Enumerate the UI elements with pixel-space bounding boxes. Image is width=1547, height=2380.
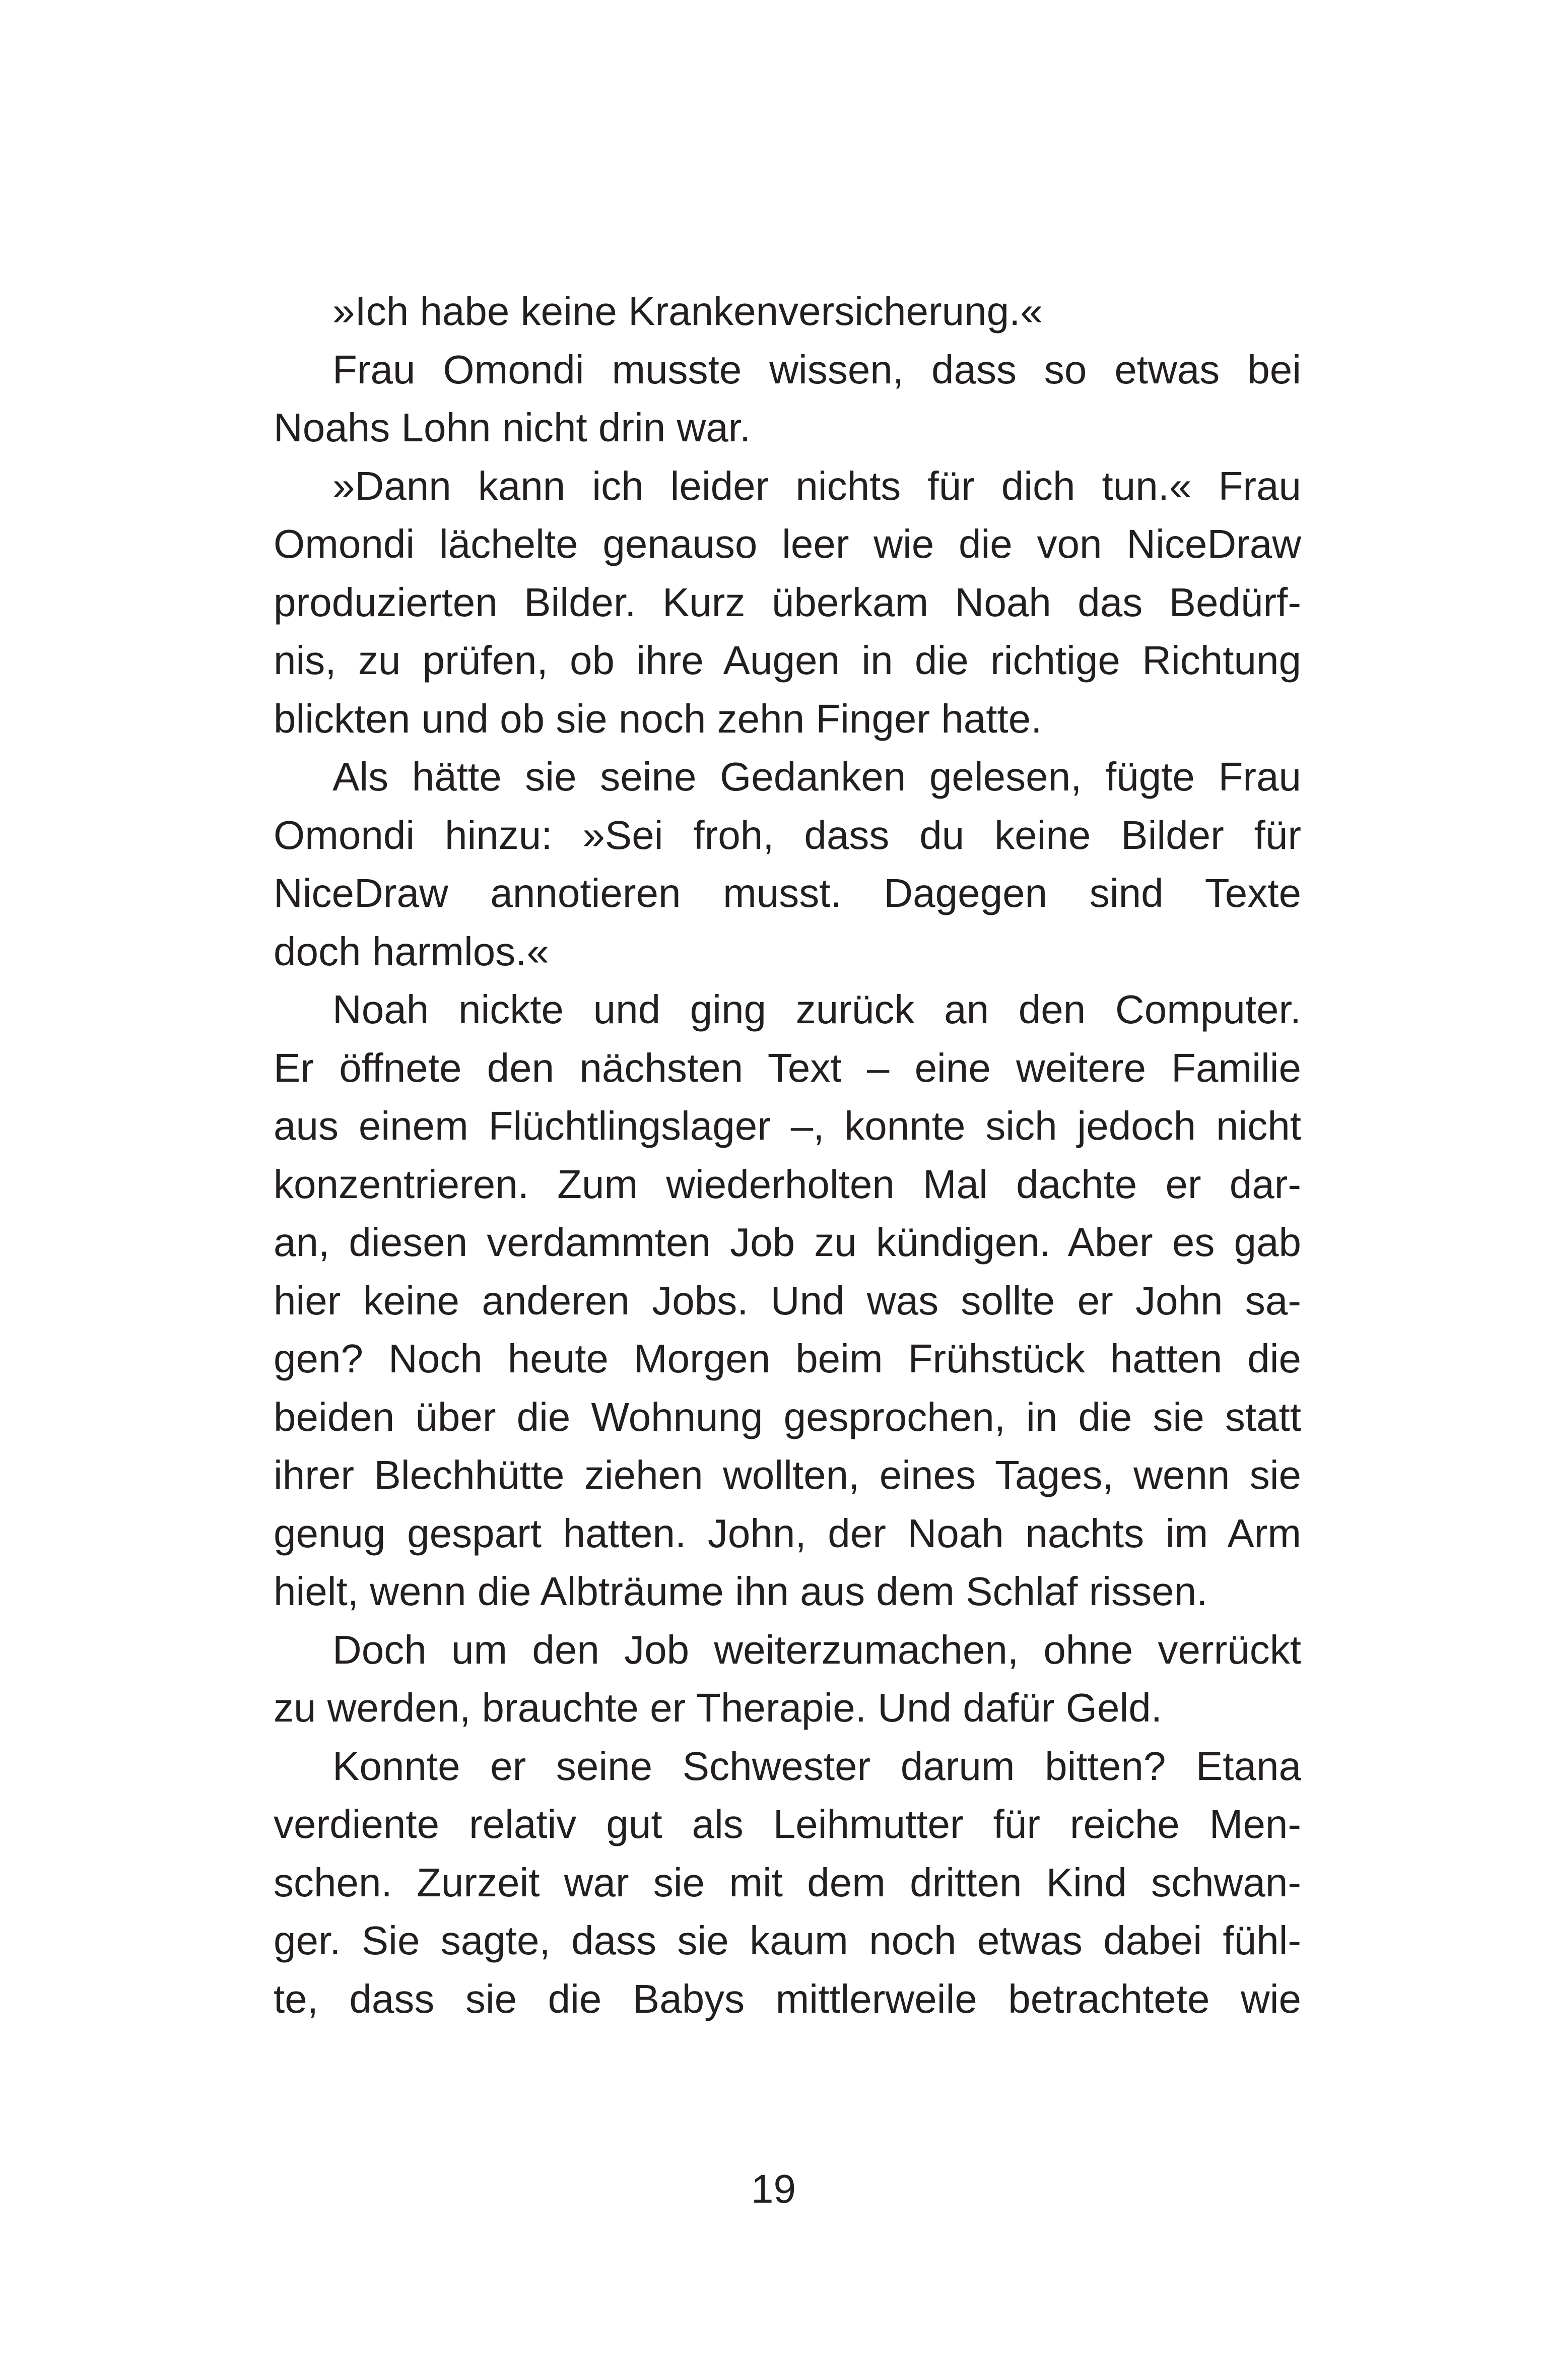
- text-line: Noah nickte und ging zurück an den Computer.: [332, 987, 1301, 1032]
- text-line: beiden über die Wohnung gesprochen, in die sie statt: [274, 1394, 1301, 1439]
- text-line: blickten und ob sie noch zehn Finger hatte.: [274, 696, 1042, 741]
- text-line: doch harmlos.«: [274, 929, 549, 974]
- text-line: genug gespart hatten. John, der Noah nachts im Arm: [274, 1510, 1301, 1556]
- text-line: an, diesen verdammten Job zu kündigen. Aber es gab: [274, 1220, 1301, 1265]
- text-line: Frau Omondi musste wissen, dass so etwas bei: [332, 347, 1301, 392]
- text-line: Er öffnete den nächsten Text – eine weitere Familie: [274, 1045, 1301, 1090]
- page-number: 19: [751, 2166, 796, 2211]
- text-line: Doch um den Job weiterzumachen, ohne verrückt: [332, 1627, 1301, 1672]
- text-line: verdiente relativ gut als Leihmutter für reiche Men-: [274, 1802, 1301, 1846]
- text-line: gen? Noch heute Morgen beim Frühstück hatten die: [274, 1336, 1301, 1381]
- text-line: »Dann kann ich leider nichts für dich tun.« Frau: [332, 463, 1301, 508]
- book-page-text: [274, 282, 1301, 2028]
- text-line: konzentrieren. Zum wiederholten Mal dachte er dar-: [274, 1161, 1301, 1207]
- text-line: produzierten Bilder. Kurz überkam Noah das Bedürf-: [274, 579, 1301, 625]
- text-line: hielt, wenn die Albträume ihn aus dem Schlaf rissen.: [274, 1569, 1208, 1614]
- text-line: Konnte er seine Schwester darum bitten? Etana: [332, 1743, 1301, 1789]
- text-line: schen. Zurzeit war sie mit dem dritten Kind schwan-: [274, 1860, 1301, 1905]
- text-line: nis, zu prüfen, ob ihre Augen in die richtige Richtung: [274, 638, 1301, 683]
- text-line: Omondi lächelte genauso leer wie die von NiceDraw: [274, 521, 1301, 566]
- text-line: te, dass sie die Babys mittlerweile betrachtete wie: [274, 1976, 1301, 2021]
- text-line: Omondi hinzu: »Sei froh, dass du keine Bilder für: [274, 812, 1301, 857]
- text-line: aus einem Flüchtlingslager –, konnte sich jedoch nicht: [274, 1103, 1301, 1148]
- text-line: Als hätte sie seine Gedanken gelesen, fügte Frau: [332, 754, 1301, 799]
- text-line: ger. Sie sagte, dass sie kaum noch etwas dabei fühl-: [274, 1918, 1301, 1963]
- text-line: hier keine anderen Jobs. Und was sollte er John sa-: [274, 1278, 1301, 1323]
- text-line: Noahs Lohn nicht drin war.: [274, 405, 751, 450]
- text-line: NiceDraw annotieren musst. Dagegen sind Texte: [274, 871, 1301, 915]
- text-line: zu werden, brauchte er Therapie. Und dafür Geld.: [274, 1685, 1162, 1730]
- text-line: ihrer Blechhütte ziehen wollten, eines Tages, wenn sie: [274, 1452, 1301, 1497]
- text-line: »Ich habe keine Krankenversicherung.«: [332, 289, 1043, 334]
